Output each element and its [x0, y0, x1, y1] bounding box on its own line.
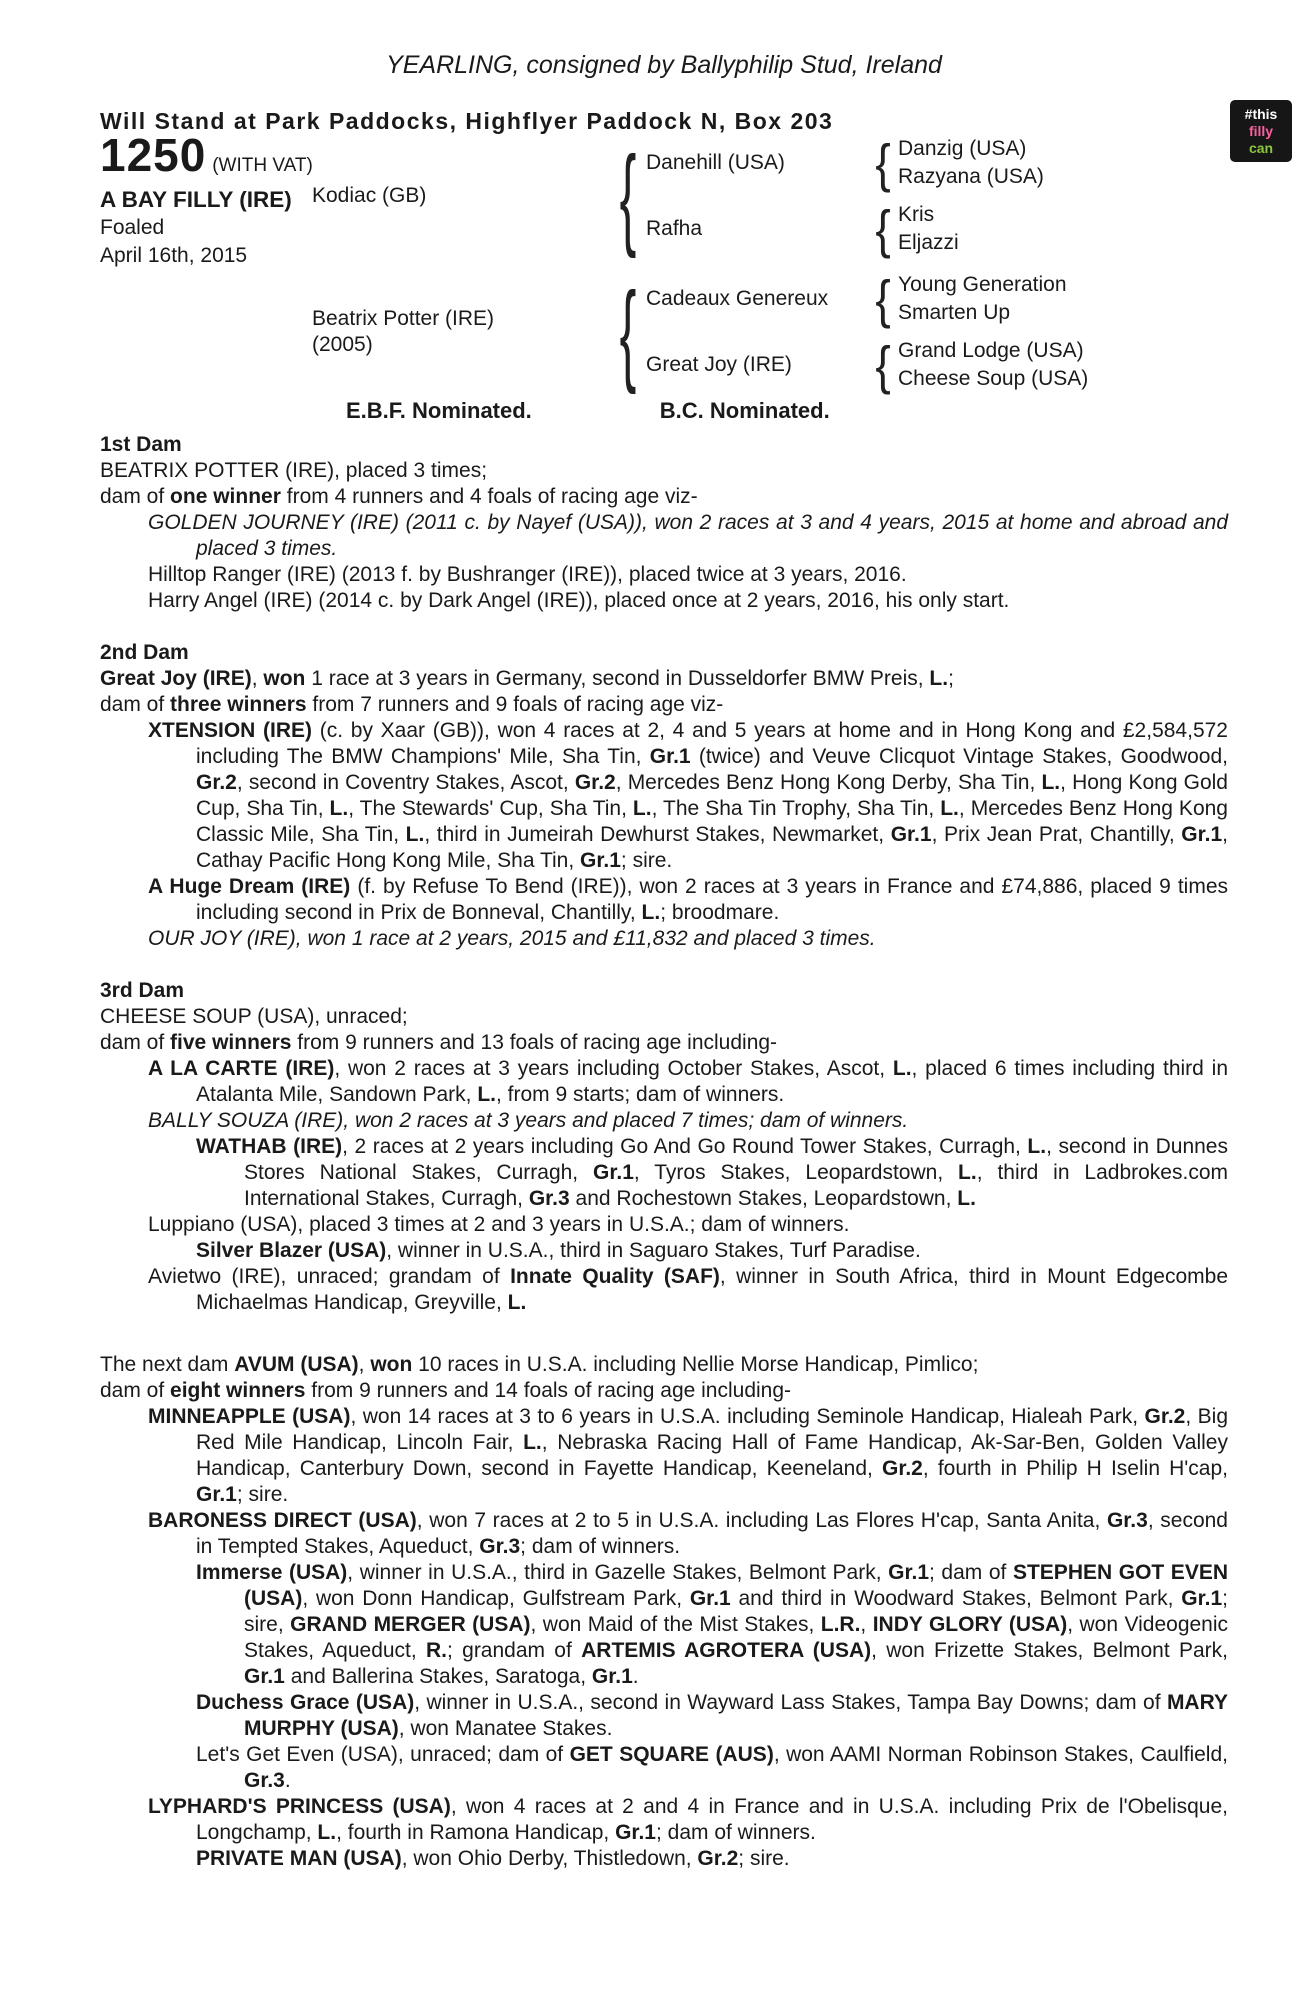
text-segment: OUR JOY (IRE), won 1 race at 2 years, 2015 and £11,832 and placed 3 times.	[148, 927, 876, 950]
text-segment: , winner in U.S.A., second in Wayward Lass Stakes, Tampa Bay Downs; dam of	[414, 1691, 1167, 1714]
sire-sire-group	[646, 136, 1228, 190]
brace-icon	[610, 319, 646, 345]
text-segment: Great Joy (IRE)	[100, 667, 252, 690]
text-segment: .	[632, 1665, 639, 1688]
text-segment: L.R.	[820, 1613, 861, 1636]
dam-branch	[312, 272, 1228, 392]
text-segment: L.	[477, 1083, 496, 1106]
text-segment: Gr.1	[615, 1821, 656, 1844]
text-segment: , Mercedes Benz Hong Kong Derby, Sha Tin,	[615, 771, 1042, 794]
sire-branch	[312, 136, 1228, 256]
text-segment: Gr.1	[196, 1483, 237, 1506]
dam-name-line: Beatrix Potter (IRE)	[312, 307, 495, 330]
text-segment: L.	[957, 1187, 976, 1210]
text-segment: Gr.1	[649, 745, 691, 768]
text-segment: , won Donn Handicap, Gulfstream Park,	[302, 1587, 690, 1610]
dam-dam-name: Great Joy (IRE)	[646, 353, 792, 376]
text-segment: dam of	[100, 485, 171, 508]
text-segment: Gr.1	[1181, 823, 1223, 846]
text-segment: , winner in South Africa, third in Mount Edgecombe Michaelmas Handicap, Greyville,	[196, 1265, 1228, 1314]
text-segment: ; sire.	[236, 1483, 289, 1506]
pedigree-paragraph	[100, 1404, 1228, 1508]
text-segment: , second in Tempted Stakes, Aqueduct,	[196, 1509, 1228, 1558]
text-segment: Duchess Grace (USA)	[196, 1691, 415, 1714]
pedigree-paragraph	[100, 874, 1228, 926]
ancestor-name: Eljazzi	[898, 231, 959, 254]
pedigree-paragraph	[100, 1238, 1228, 1264]
foaled-date: April 16th, 2015	[100, 244, 248, 267]
text-segment: ; sire.	[620, 849, 673, 872]
pedigree-section	[100, 640, 1228, 952]
text-segment: three winners	[170, 693, 307, 716]
text-segment: , from 9 starts; dam of winners.	[496, 1083, 785, 1106]
text-segment: dam of	[100, 1379, 171, 1402]
text-segment: ;	[948, 667, 954, 690]
text-segment: , Hong Kong Gold Cup, Sha Tin,	[196, 771, 1228, 820]
text-segment: Gr.1	[244, 1665, 285, 1688]
pedigree-paragraph	[100, 458, 1228, 484]
text-segment: ; dam of	[929, 1561, 1013, 1584]
text-segment: CHEESE SOUP (USA), unraced;	[100, 1005, 408, 1028]
text-segment: L.	[523, 1431, 542, 1454]
text-segment: 10 races in U.S.A. including Nellie Morse Handicap, Pimlico;	[412, 1353, 979, 1376]
pedigree-paragraph	[100, 718, 1228, 874]
sire-name: Kodiac (GB)	[312, 184, 427, 207]
text-segment: dam of	[100, 1031, 171, 1054]
pedigree-paragraph	[100, 1134, 1228, 1212]
text-segment: from 9 runners and 14 foals of racing age including-	[305, 1379, 792, 1402]
text-segment: MINNEAPPLE (USA)	[148, 1405, 351, 1428]
vat-label: (WITH VAT)	[212, 155, 313, 176]
text-segment: and Ballerina Stakes, Saratoga,	[284, 1665, 592, 1688]
text-segment: Gr.1	[580, 849, 621, 872]
text-segment: L.	[892, 1057, 912, 1080]
badge-line-2: filly	[1248, 122, 1274, 139]
text-segment: BARONESS DIRECT (USA)	[148, 1509, 417, 1532]
text-segment: R.	[426, 1639, 448, 1662]
text-segment: Immerse (USA)	[196, 1561, 348, 1584]
pedigree-paragraph	[100, 926, 1228, 952]
pedigree-paragraph	[100, 1004, 1228, 1030]
text-segment: Avietwo (IRE), unraced; grandam of	[148, 1265, 511, 1288]
text-segment: Gr.1	[1181, 1587, 1223, 1610]
text-segment: , won 7 races at 2 to 5 in U.S.A. including Las Flores H'cap, Santa Anita,	[416, 1509, 1107, 1532]
text-segment: PRIVATE MAN (USA)	[196, 1847, 402, 1870]
text-segment: from 7 runners and 9 foals of racing age viz-	[306, 693, 724, 716]
text-segment: LYPHARD'S PRINCESS (USA)	[148, 1795, 451, 1818]
text-segment: , Cathay Pacific Hong Kong Mile, Sha Tin,	[196, 823, 1228, 872]
ancestor-name: Young Generation	[898, 273, 1067, 296]
text-segment: Gr.2	[574, 771, 616, 794]
text-segment: XTENSION (IRE)	[148, 719, 313, 742]
text-segment: , winner in U.S.A., third in Gazelle Stakes, Belmont Park,	[347, 1561, 889, 1584]
ancestor-name: Smarten Up	[898, 301, 1011, 324]
text-segment: Gr.2	[697, 1847, 739, 1870]
ebf-nomination: E.B.F. Nominated.	[346, 398, 532, 423]
text-segment: , won Maid of the Mist Stakes,	[530, 1613, 821, 1636]
pedigree-paragraph	[100, 1742, 1228, 1794]
text-segment: Gr.1	[591, 1665, 633, 1688]
text-segment: , won 2 races at 3 years including October Stakes, Ascot,	[334, 1057, 893, 1080]
text-segment: , Tyros Stakes, Leopardstown,	[633, 1161, 959, 1184]
text-segment: , won 4 races at 2 and 4 in France and in U.S.A. including Prix de l'Obelisque, Longchamp,	[196, 1795, 1228, 1844]
text-segment: , won AAMI Norman Robinson Stakes, Caulfield,	[773, 1743, 1228, 1766]
pedigree-paragraph	[100, 1108, 1228, 1134]
text-segment: GET SQUARE (AUS)	[569, 1743, 774, 1766]
text-segment: GRAND MERGER (USA)	[290, 1613, 531, 1636]
text-segment: MARY MURPHY (USA)	[244, 1691, 1228, 1740]
pedigree-paragraph	[100, 510, 1228, 562]
text-segment: ; sire,	[244, 1587, 1228, 1636]
pedigree-paragraph	[100, 1264, 1228, 1316]
pedigree-paragraph	[100, 1690, 1228, 1742]
text-segment: , winner in U.S.A., third in Saguaro Stakes, Turf Paradise.	[386, 1239, 921, 1262]
text-segment: (f. by Refuse To Bend (IRE)), won 2 races at 3 years in France and £74,886, placed 9 times including second in Prix de Bonneval, Chantilly,	[196, 875, 1228, 924]
text-segment: ,	[860, 1613, 873, 1636]
text-segment: L.	[1041, 771, 1061, 794]
text-segment: , Prix Jean Prat, Chantilly,	[931, 823, 1182, 846]
text-segment: , Mercedes Benz Hong Kong Classic Mile, Sha Tin,	[196, 797, 1228, 846]
text-segment: Gr.1	[888, 1561, 930, 1584]
text-segment: Let's Get Even (USA), unraced; dam of	[196, 1743, 570, 1766]
dam-dam-group	[646, 338, 1228, 392]
text-segment: 1 race at 3 years in Germany, second in Dusseldorfer BMW Preis,	[305, 667, 930, 690]
text-segment: , The Stewards' Cup, Sha Tin,	[348, 797, 633, 820]
text-segment: Gr.1	[689, 1587, 731, 1610]
sire-dam-group	[646, 202, 1228, 256]
pedigree-section	[100, 978, 1228, 1316]
text-segment: STEPHEN GOT EVEN (USA)	[244, 1561, 1228, 1610]
text-segment: The next dam	[100, 1353, 235, 1376]
pedigree-paragraph	[100, 562, 1228, 588]
text-segment: ; dam of winners.	[520, 1535, 681, 1558]
text-segment: , won Ohio Derby, Thistledown,	[401, 1847, 698, 1870]
text-segment: Harry Angel (IRE) (2014 c. by Dark Angel (IRE)), placed once at 2 years, 2016, his only start.	[148, 589, 1010, 612]
pedigree-paragraph	[100, 484, 1228, 510]
badge-line-1: #this	[1244, 105, 1278, 122]
pedigree-paragraph	[100, 666, 1228, 692]
text-segment: ; broodmare.	[660, 901, 780, 924]
text-segment: , won Videogenic Stakes, Aqueduct,	[244, 1613, 1229, 1662]
text-segment: ; sire.	[738, 1847, 790, 1870]
text-segment: L.	[632, 797, 652, 820]
text-segment: five winners	[170, 1031, 292, 1054]
nominations-row	[100, 398, 1228, 424]
text-segment: , The Sha Tin Trophy, Sha Tin,	[651, 797, 941, 820]
ancestor-name: Danzig (USA)	[898, 137, 1027, 160]
dam-name	[312, 306, 610, 358]
text-segment: dam of	[100, 693, 171, 716]
text-segment: ; grandam of	[447, 1639, 582, 1662]
text-segment: , won Frizette Stakes, Belmont Park,	[871, 1639, 1228, 1662]
pedigree-section	[100, 1352, 1228, 1872]
text-segment: Gr.3	[244, 1769, 285, 1792]
text-segment: AVUM (USA)	[234, 1353, 359, 1376]
text-segment: L.	[507, 1291, 527, 1314]
horse-description: A BAY FILLY (IRE)	[100, 187, 292, 212]
text-segment: A LA CARTE (IRE)	[148, 1057, 335, 1080]
pedigree-paragraph	[100, 1212, 1228, 1238]
lot-number: 1250	[100, 129, 207, 181]
text-segment: , 2 races at 2 years including Go And Go Round Tower Stakes, Curragh,	[342, 1135, 1028, 1158]
text-segment: Silver Blazer (USA)	[196, 1239, 387, 1262]
text-segment: L.	[940, 797, 959, 820]
pedigree-paragraph	[100, 1030, 1228, 1056]
sire-dam-name: Rafha	[646, 217, 703, 240]
text-segment: won	[370, 1353, 413, 1376]
text-segment: from 9 runners and 13 foals of racing age including-	[291, 1031, 778, 1054]
text-segment: , Big Red Mile Handicap, Lincoln Fair,	[196, 1405, 1228, 1454]
text-segment: GOLDEN JOURNEY (IRE) (2011 c. by Nayef (USA)), won 2 races at 3 and 4 years, 2015 at home and abroad and placed 3 times.	[148, 511, 1228, 560]
text-segment: Innate Quality (SAF)	[510, 1265, 720, 1288]
text-segment: , won Manatee Stakes.	[398, 1717, 613, 1740]
text-segment: , third in Jumeirah Dewhurst Stakes, Newmarket,	[424, 823, 891, 846]
text-segment: L.	[958, 1161, 977, 1184]
text-segment: ,	[251, 667, 264, 690]
text-segment: (c. by Xaar (GB)), won 4 races at 2, 4 and 5 years at home and in Hong Kong and £2,584,572 including The BMW Champions' Mile, Sha Tin,	[196, 719, 1228, 768]
text-segment: ,	[358, 1353, 371, 1376]
ancestor-name: Grand Lodge (USA)	[898, 339, 1084, 362]
section-heading: 2nd Dam	[100, 641, 189, 664]
text-segment: Gr.2	[882, 1457, 923, 1480]
badge-line-3: can	[1248, 139, 1274, 156]
pedigree-tree	[312, 136, 1228, 392]
text-segment: .	[284, 1769, 291, 1792]
ancestor-name: Kris	[898, 203, 935, 226]
text-segment: ; dam of winners.	[655, 1821, 816, 1844]
ancestor-name: Razyana (USA)	[898, 165, 1044, 188]
brace-icon	[610, 183, 646, 209]
pedigree-paragraph	[100, 1352, 1228, 1378]
text-segment: WATHAB (IRE)	[196, 1135, 343, 1158]
text-segment: Gr.1	[593, 1161, 634, 1184]
text-segment: BEATRIX POTTER (IRE), placed 3 times;	[100, 459, 488, 482]
pedigree-text	[100, 432, 1228, 1872]
text-segment: from 4 runners and 4 foals of racing age viz-	[280, 485, 698, 508]
pedigree-paragraph	[100, 1378, 1228, 1404]
text-segment: one winner	[170, 485, 281, 508]
section-heading: 1st Dam	[100, 433, 182, 456]
brace-icon	[868, 216, 898, 242]
brace-icon	[868, 150, 898, 176]
text-segment: L.	[317, 1821, 337, 1844]
text-segment: , Nebraska Racing Hall of Fame Handicap, Ak-Sar-Ben, Golden Valley Handicap, Canterbury Down, second in Fayette Handicap, Keeneland,	[196, 1431, 1228, 1480]
text-segment: L.	[405, 823, 425, 846]
dam-sire-name: Cadeaux Genereux	[646, 287, 829, 310]
pedigree-paragraph	[100, 1846, 1228, 1872]
text-segment: Gr.3	[1106, 1509, 1148, 1532]
text-segment: , third in Ladbrokes.com International Stakes, Curragh,	[244, 1161, 1228, 1210]
brace-icon	[868, 352, 898, 378]
pedigree-paragraph	[100, 1508, 1228, 1560]
page-title: YEARLING, consigned by Ballyphilip Stud, Ireland	[386, 51, 942, 79]
pedigree-section	[100, 432, 1228, 614]
text-segment: L.	[641, 901, 661, 924]
text-segment: Hilltop Ranger (IRE) (2013 f. by Bushranger (IRE)), placed twice at 3 years, 2016.	[148, 563, 907, 586]
text-segment: , fourth in Ramona Handicap,	[336, 1821, 616, 1844]
foaled-label: Foaled	[100, 216, 165, 239]
thisfillycan-badge	[1230, 100, 1292, 162]
lot-info	[100, 129, 313, 392]
text-segment: Gr.2	[1144, 1405, 1186, 1428]
bc-nomination: B.C. Nominated.	[659, 398, 830, 423]
text-segment: L.	[329, 797, 349, 820]
text-segment: Gr.3	[479, 1535, 521, 1558]
pedigree-paragraph	[100, 588, 1228, 614]
text-segment: , fourth in Philip H Iselin H'cap,	[922, 1457, 1229, 1480]
text-segment: and Rochestown Stakes, Leopardstown,	[569, 1187, 958, 1210]
text-segment: and third in Woodward Stakes, Belmont Park,	[730, 1587, 1182, 1610]
dam-sire-group	[646, 272, 1228, 326]
text-segment: Gr.1	[890, 823, 932, 846]
text-segment: Gr.3	[528, 1187, 570, 1210]
text-segment: , won 14 races at 3 to 6 years in U.S.A. including Seminole Handicap, Hialeah Park,	[350, 1405, 1145, 1428]
stand-location: Will Stand at Park Paddocks, Highflyer Paddock N, Box 203	[100, 108, 834, 134]
pedigree-paragraph	[100, 1794, 1228, 1846]
text-segment: ARTEMIS AGROTERA (USA)	[581, 1639, 872, 1662]
pedigree-paragraph	[100, 692, 1228, 718]
text-segment: eight winners	[170, 1379, 306, 1402]
ancestor-name: Cheese Soup (USA)	[898, 367, 1089, 390]
text-segment: INDY GLORY (USA)	[872, 1613, 1068, 1636]
text-segment: , second in Dunnes Stores National Stakes, Curragh,	[244, 1135, 1228, 1184]
dam-year: (2005)	[312, 333, 373, 356]
text-segment: won	[263, 667, 306, 690]
text-segment: L.	[929, 667, 949, 690]
pedigree-paragraph	[100, 1560, 1228, 1690]
text-segment: , second in Coventry Stakes, Ascot,	[236, 771, 575, 794]
text-segment: (twice) and Veuve Clicquot Vintage Stakes, Goodwood,	[690, 745, 1228, 768]
text-segment: Gr.2	[196, 771, 237, 794]
pedigree-paragraph	[100, 1056, 1228, 1108]
text-segment: , placed 6 times including third in Atalanta Mile, Sandown Park,	[196, 1057, 1228, 1106]
text-segment: L.	[1027, 1135, 1047, 1158]
pedigree-area	[100, 129, 1228, 392]
text-segment: Luppiano (USA), placed 3 times at 2 and 3 years in U.S.A.; dam of winners.	[148, 1213, 850, 1236]
text-segment: BALLY SOUZA (IRE), won 2 races at 3 years and placed 7 times; dam of winners.	[148, 1109, 909, 1132]
section-heading: 3rd Dam	[100, 979, 185, 1002]
sire-sire-name: Danehill (USA)	[646, 151, 785, 174]
brace-icon	[868, 286, 898, 312]
text-segment: A Huge Dream (IRE)	[148, 875, 351, 898]
